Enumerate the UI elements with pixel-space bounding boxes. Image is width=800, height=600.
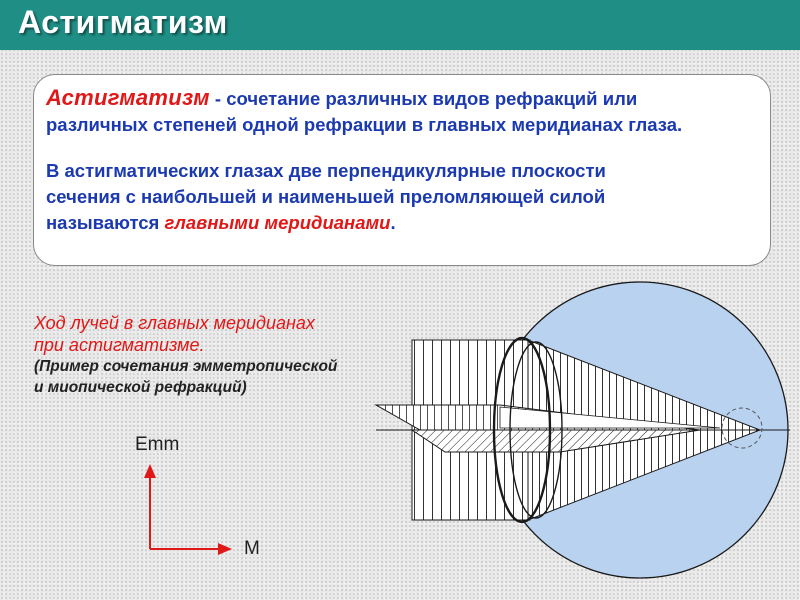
emm-axis-label: Emm bbox=[135, 434, 180, 455]
arrow-right-icon bbox=[218, 543, 232, 555]
definition-line2: различных степеней одной рефракции в главных меридианах глаза. bbox=[46, 114, 683, 135]
caption-line1: Ход лучей в главных меридианах bbox=[34, 313, 315, 333]
meridians-line1: В астигматических глазах две перпендикулярные плоскости bbox=[46, 160, 606, 181]
meridians-line2: сечения с наибольшей и наименьшей преломляющей силой bbox=[46, 186, 606, 207]
caption-note-line1: (Пример сочетания эмметропической bbox=[34, 358, 338, 375]
meridians-line3-start: называются bbox=[46, 212, 165, 233]
meridians-line3-end: . bbox=[390, 212, 396, 233]
m-axis-label: M bbox=[244, 538, 260, 559]
caption-line2: при астигматизме. bbox=[34, 335, 205, 355]
meridian-axes bbox=[144, 464, 232, 555]
caption-note-line2: и миопической рефракций) bbox=[34, 379, 247, 396]
definition-term: Астигматизм bbox=[46, 85, 210, 110]
arrow-up-icon bbox=[144, 464, 156, 478]
page-title: Астигматизм bbox=[18, 4, 228, 40]
definition-line1: - сочетание различных видов рефракций или bbox=[209, 88, 638, 109]
meridians-highlight: главными меридианами bbox=[164, 212, 391, 233]
